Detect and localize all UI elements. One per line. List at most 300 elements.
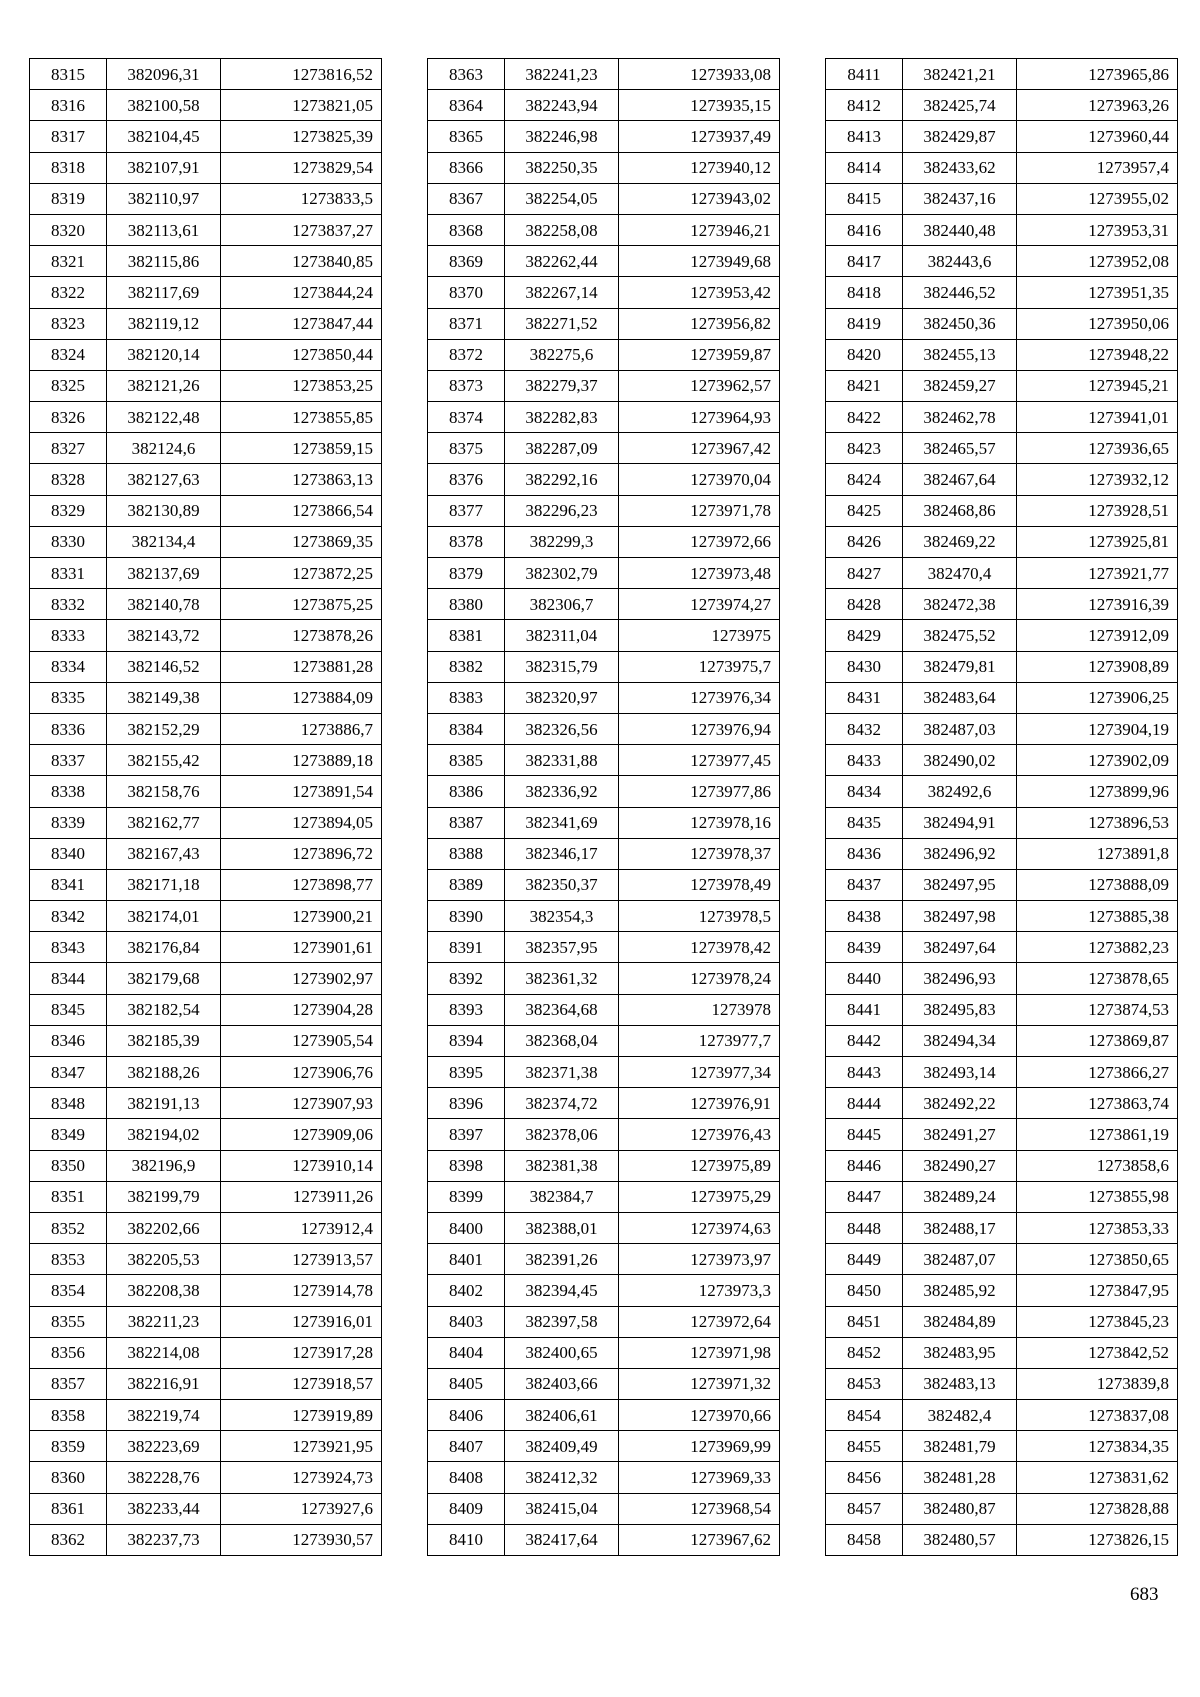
y-coordinate-cell: 1273859,15 [221,433,382,464]
table-row [428,339,780,370]
point-number-cell: 8344 [30,963,107,994]
x-coordinate-cell: 382415,04 [505,1493,619,1524]
point-number-cell: 8397 [428,1119,505,1150]
point-number-cell: 8400 [428,1212,505,1243]
y-coordinate-cell: 1273904,19 [1017,713,1178,744]
y-coordinate-cell: 1273850,65 [1017,1244,1178,1275]
x-coordinate-cell: 382146,52 [107,651,221,682]
x-coordinate-cell: 382364,68 [505,994,619,1025]
point-number-cell: 8456 [826,1462,903,1493]
point-number-cell: 8391 [428,932,505,963]
point-number-cell: 8412 [826,90,903,121]
x-coordinate-cell: 382429,87 [903,121,1017,152]
y-coordinate-cell: 1273973,97 [619,1244,780,1275]
x-coordinate-cell: 382487,03 [903,713,1017,744]
y-coordinate-cell: 1273844,24 [221,277,382,308]
y-coordinate-cell: 1273833,5 [221,183,382,214]
y-coordinate-cell: 1273834,35 [1017,1431,1178,1462]
point-number-cell: 8423 [826,433,903,464]
x-coordinate-cell: 382149,38 [107,682,221,713]
x-coordinate-cell: 382104,45 [107,121,221,152]
y-coordinate-cell: 1273965,86 [1017,59,1178,90]
y-coordinate-cell: 1273837,27 [221,214,382,245]
point-number-cell: 8390 [428,901,505,932]
table-row [826,277,1178,308]
x-coordinate-cell: 382368,04 [505,1025,619,1056]
table-row [428,246,780,277]
y-coordinate-cell: 1273948,22 [1017,339,1178,370]
point-number-cell: 8422 [826,402,903,433]
y-coordinate-cell: 1273863,74 [1017,1088,1178,1119]
table-row [826,1462,1178,1493]
table-row [428,776,780,807]
table-row [30,932,382,963]
x-coordinate-cell: 382475,52 [903,620,1017,651]
x-coordinate-cell: 382205,53 [107,1244,221,1275]
y-coordinate-cell: 1273962,57 [619,370,780,401]
table-row [826,90,1178,121]
x-coordinate-cell: 382354,3 [505,901,619,932]
point-number-cell: 8352 [30,1212,107,1243]
point-number-cell: 8444 [826,1088,903,1119]
x-coordinate-cell: 382403,66 [505,1368,619,1399]
table-row [30,1025,382,1056]
y-coordinate-cell: 1273940,12 [619,152,780,183]
x-coordinate-cell: 382216,91 [107,1368,221,1399]
y-coordinate-cell: 1273976,34 [619,682,780,713]
y-coordinate-cell: 1273953,42 [619,277,780,308]
y-coordinate-cell: 1273930,57 [221,1524,382,1555]
table-row [428,713,780,744]
x-coordinate-cell: 382417,64 [505,1524,619,1555]
table-row [428,495,780,526]
x-coordinate-cell: 382481,79 [903,1431,1017,1462]
table-row [428,59,780,90]
point-number-cell: 8427 [826,558,903,589]
table-row [428,1181,780,1212]
table-row [428,1462,780,1493]
table-row [428,152,780,183]
point-number-cell: 8405 [428,1368,505,1399]
x-coordinate-cell: 382490,27 [903,1150,1017,1181]
x-coordinate-cell: 382421,21 [903,59,1017,90]
y-coordinate-cell: 1273973,48 [619,558,780,589]
point-number-cell: 8387 [428,807,505,838]
table-row [826,464,1178,495]
table-row [428,308,780,339]
y-coordinate-cell: 1273878,26 [221,620,382,651]
x-coordinate-cell: 382299,3 [505,526,619,557]
point-number-cell: 8396 [428,1088,505,1119]
table-row [30,589,382,620]
y-coordinate-cell: 1273921,77 [1017,558,1178,589]
x-coordinate-cell: 382412,32 [505,1462,619,1493]
table-row [826,1119,1178,1150]
table-row [428,526,780,557]
y-coordinate-cell: 1273912,4 [221,1212,382,1243]
y-coordinate-cell: 1273853,25 [221,370,382,401]
table-row [428,370,780,401]
x-coordinate-cell: 382388,01 [505,1212,619,1243]
x-coordinate-cell: 382271,52 [505,308,619,339]
y-coordinate-cell: 1273894,05 [221,807,382,838]
y-coordinate-cell: 1273888,09 [1017,869,1178,900]
y-coordinate-cell: 1273881,28 [221,651,382,682]
x-coordinate-cell: 382497,64 [903,932,1017,963]
y-coordinate-cell: 1273874,53 [1017,994,1178,1025]
point-number-cell: 8424 [826,464,903,495]
x-coordinate-cell: 382492,22 [903,1088,1017,1119]
point-number-cell: 8434 [826,776,903,807]
point-number-cell: 8425 [826,495,903,526]
point-number-cell: 8452 [826,1337,903,1368]
point-number-cell: 8341 [30,869,107,900]
point-number-cell: 8356 [30,1337,107,1368]
table-row [30,1212,382,1243]
table-row [826,402,1178,433]
table-row [30,869,382,900]
y-coordinate-cell: 1273907,93 [221,1088,382,1119]
point-number-cell: 8431 [826,682,903,713]
table-row [428,745,780,776]
y-coordinate-cell: 1273875,25 [221,589,382,620]
point-number-cell: 8361 [30,1493,107,1524]
y-coordinate-cell: 1273886,7 [221,713,382,744]
point-number-cell: 8331 [30,558,107,589]
point-number-cell: 8446 [826,1150,903,1181]
point-number-cell: 8377 [428,495,505,526]
table-row [30,1306,382,1337]
table-row [826,433,1178,464]
x-coordinate-cell: 382296,23 [505,495,619,526]
x-coordinate-cell: 382292,16 [505,464,619,495]
y-coordinate-cell: 1273974,27 [619,589,780,620]
point-number-cell: 8436 [826,838,903,869]
table-row [826,1181,1178,1212]
x-coordinate-cell: 382361,32 [505,963,619,994]
point-number-cell: 8366 [428,152,505,183]
y-coordinate-cell: 1273932,12 [1017,464,1178,495]
table-row [826,1275,1178,1306]
table-row [30,1275,382,1306]
table-row [826,745,1178,776]
point-number-cell: 8371 [428,308,505,339]
x-coordinate-cell: 382258,08 [505,214,619,245]
table-row [826,152,1178,183]
y-coordinate-cell: 1273889,18 [221,745,382,776]
x-coordinate-cell: 382122,48 [107,402,221,433]
table-row [428,1119,780,1150]
y-coordinate-cell: 1273908,89 [1017,651,1178,682]
table-row [428,1088,780,1119]
table-row [428,1212,780,1243]
table-row [30,1462,382,1493]
table-row [428,838,780,869]
x-coordinate-cell: 382233,44 [107,1493,221,1524]
table-row [826,526,1178,557]
y-coordinate-cell: 1273924,73 [221,1462,382,1493]
point-number-cell: 8403 [428,1306,505,1337]
x-coordinate-cell: 382185,39 [107,1025,221,1056]
y-coordinate-cell: 1273913,57 [221,1244,382,1275]
point-number-cell: 8395 [428,1057,505,1088]
point-number-cell: 8402 [428,1275,505,1306]
table-row [428,869,780,900]
point-number-cell: 8362 [30,1524,107,1555]
y-coordinate-cell: 1273977,7 [619,1025,780,1056]
y-coordinate-cell: 1273825,39 [221,121,382,152]
point-number-cell: 8411 [826,59,903,90]
x-coordinate-cell: 382455,13 [903,339,1017,370]
x-coordinate-cell: 382137,69 [107,558,221,589]
y-coordinate-cell: 1273956,82 [619,308,780,339]
x-coordinate-cell: 382127,63 [107,464,221,495]
x-coordinate-cell: 382162,77 [107,807,221,838]
table-row [826,963,1178,994]
point-number-cell: 8428 [826,589,903,620]
x-coordinate-cell: 382459,27 [903,370,1017,401]
point-number-cell: 8416 [826,214,903,245]
point-number-cell: 8336 [30,713,107,744]
table-row [826,1493,1178,1524]
x-coordinate-cell: 382143,72 [107,620,221,651]
point-number-cell: 8317 [30,121,107,152]
point-number-cell: 8365 [428,121,505,152]
y-coordinate-cell: 1273855,98 [1017,1181,1178,1212]
x-coordinate-cell: 382315,79 [505,651,619,682]
x-coordinate-cell: 382120,14 [107,339,221,370]
x-coordinate-cell: 382497,95 [903,869,1017,900]
y-coordinate-cell: 1273978,16 [619,807,780,838]
y-coordinate-cell: 1273952,08 [1017,246,1178,277]
y-coordinate-cell: 1273902,97 [221,963,382,994]
table-row [826,713,1178,744]
y-coordinate-cell: 1273978,49 [619,869,780,900]
point-number-cell: 8438 [826,901,903,932]
point-number-cell: 8374 [428,402,505,433]
y-coordinate-cell: 1273884,09 [221,682,382,713]
point-number-cell: 8420 [826,339,903,370]
table-row [30,838,382,869]
y-coordinate-cell: 1273975,29 [619,1181,780,1212]
y-coordinate-cell: 1273891,8 [1017,838,1178,869]
table-row [30,651,382,682]
x-coordinate-cell: 382194,02 [107,1119,221,1150]
point-number-cell: 8355 [30,1306,107,1337]
table-row [826,495,1178,526]
point-number-cell: 8388 [428,838,505,869]
y-coordinate-cell: 1273957,4 [1017,152,1178,183]
table-row [30,1524,382,1555]
x-coordinate-cell: 382487,07 [903,1244,1017,1275]
table-row [30,1368,382,1399]
point-number-cell: 8350 [30,1150,107,1181]
table-row [428,620,780,651]
x-coordinate-cell: 382496,93 [903,963,1017,994]
x-coordinate-cell: 382171,18 [107,869,221,900]
table-row [428,1244,780,1275]
x-coordinate-cell: 382467,64 [903,464,1017,495]
table-row [30,1337,382,1368]
y-coordinate-cell: 1273855,85 [221,402,382,433]
point-number-cell: 8432 [826,713,903,744]
x-coordinate-cell: 382440,48 [903,214,1017,245]
x-coordinate-cell: 382450,36 [903,308,1017,339]
y-coordinate-cell: 1273955,02 [1017,183,1178,214]
point-number-cell: 8457 [826,1493,903,1524]
table-row [428,901,780,932]
x-coordinate-cell: 382341,69 [505,807,619,838]
x-coordinate-cell: 382469,22 [903,526,1017,557]
point-number-cell: 8439 [826,932,903,963]
y-coordinate-cell: 1273976,94 [619,713,780,744]
table-row [428,433,780,464]
table-row [826,776,1178,807]
y-coordinate-cell: 1273978,42 [619,932,780,963]
point-number-cell: 8413 [826,121,903,152]
table-row [826,59,1178,90]
y-coordinate-cell: 1273858,6 [1017,1150,1178,1181]
point-number-cell: 8404 [428,1337,505,1368]
point-number-cell: 8315 [30,59,107,90]
y-coordinate-cell: 1273976,43 [619,1119,780,1150]
point-number-cell: 8386 [428,776,505,807]
table-row [428,1493,780,1524]
x-coordinate-cell: 382494,34 [903,1025,1017,1056]
y-coordinate-cell: 1273972,66 [619,526,780,557]
x-coordinate-cell: 382490,02 [903,745,1017,776]
x-coordinate-cell: 382326,56 [505,713,619,744]
y-coordinate-cell: 1273963,26 [1017,90,1178,121]
x-coordinate-cell: 382223,69 [107,1431,221,1462]
x-coordinate-cell: 382196,9 [107,1150,221,1181]
point-number-cell: 8369 [428,246,505,277]
x-coordinate-cell: 382174,01 [107,901,221,932]
table-row [428,1524,780,1555]
point-number-cell: 8326 [30,402,107,433]
y-coordinate-cell: 1273977,45 [619,745,780,776]
table-row [826,246,1178,277]
x-coordinate-cell: 382336,92 [505,776,619,807]
y-coordinate-cell: 1273933,08 [619,59,780,90]
y-coordinate-cell: 1273882,23 [1017,932,1178,963]
y-coordinate-cell: 1273842,52 [1017,1337,1178,1368]
x-coordinate-cell: 382433,62 [903,152,1017,183]
x-coordinate-cell: 382468,86 [903,495,1017,526]
table-row [30,433,382,464]
y-coordinate-cell: 1273937,49 [619,121,780,152]
y-coordinate-cell: 1273946,21 [619,214,780,245]
y-coordinate-cell: 1273840,85 [221,246,382,277]
table-row [826,1025,1178,1056]
x-coordinate-cell: 382491,27 [903,1119,1017,1150]
y-coordinate-cell: 1273950,06 [1017,308,1178,339]
point-number-cell: 8357 [30,1368,107,1399]
y-coordinate-cell: 1273977,34 [619,1057,780,1088]
x-coordinate-cell: 382496,92 [903,838,1017,869]
table-row [826,339,1178,370]
point-number-cell: 8318 [30,152,107,183]
point-number-cell: 8370 [428,277,505,308]
table-row [30,1431,382,1462]
point-number-cell: 8373 [428,370,505,401]
point-number-cell: 8359 [30,1431,107,1462]
x-coordinate-cell: 382117,69 [107,277,221,308]
y-coordinate-cell: 1273951,35 [1017,277,1178,308]
table-row [30,59,382,90]
table-row [428,963,780,994]
x-coordinate-cell: 382228,76 [107,1462,221,1493]
table-row [428,807,780,838]
table-row [826,620,1178,651]
y-coordinate-cell: 1273821,05 [221,90,382,121]
table-row [826,1244,1178,1275]
y-coordinate-cell: 1273978,24 [619,963,780,994]
x-coordinate-cell: 382275,6 [505,339,619,370]
table-row [826,1368,1178,1399]
point-number-cell: 8394 [428,1025,505,1056]
x-coordinate-cell: 382107,91 [107,152,221,183]
point-number-cell: 8321 [30,246,107,277]
table-row [826,183,1178,214]
point-number-cell: 8443 [826,1057,903,1088]
point-number-cell: 8430 [826,651,903,682]
x-coordinate-cell: 382397,58 [505,1306,619,1337]
table-row [30,901,382,932]
x-coordinate-cell: 382488,17 [903,1212,1017,1243]
x-coordinate-cell: 382346,17 [505,838,619,869]
x-coordinate-cell: 382287,09 [505,433,619,464]
y-coordinate-cell: 1273967,42 [619,433,780,464]
point-number-cell: 8363 [428,59,505,90]
y-coordinate-cell: 1273866,54 [221,495,382,526]
y-coordinate-cell: 1273969,33 [619,1462,780,1493]
y-coordinate-cell: 1273904,28 [221,994,382,1025]
y-coordinate-cell: 1273847,95 [1017,1275,1178,1306]
table-row [826,1400,1178,1431]
point-number-cell: 8333 [30,620,107,651]
table-row [428,1400,780,1431]
y-coordinate-cell: 1273866,27 [1017,1057,1178,1088]
table-row [30,121,382,152]
table-row [428,90,780,121]
y-coordinate-cell: 1273826,15 [1017,1524,1178,1555]
x-coordinate-cell: 382480,87 [903,1493,1017,1524]
y-coordinate-cell: 1273916,01 [221,1306,382,1337]
page-number: 683 [1130,1584,1159,1605]
point-number-cell: 8381 [428,620,505,651]
point-number-cell: 8408 [428,1462,505,1493]
table-row [826,932,1178,963]
x-coordinate-cell: 382202,66 [107,1212,221,1243]
table-row [30,713,382,744]
point-number-cell: 8455 [826,1431,903,1462]
table-row [428,1368,780,1399]
y-coordinate-cell: 1273919,89 [221,1400,382,1431]
table-row [428,1025,780,1056]
table-row [826,214,1178,245]
x-coordinate-cell: 382495,83 [903,994,1017,1025]
x-coordinate-cell: 382130,89 [107,495,221,526]
point-number-cell: 8441 [826,994,903,1025]
table-row [826,651,1178,682]
y-coordinate-cell: 1273949,68 [619,246,780,277]
y-coordinate-cell: 1273969,99 [619,1431,780,1462]
x-coordinate-cell: 382158,76 [107,776,221,807]
y-coordinate-cell: 1273943,02 [619,183,780,214]
table-row [30,526,382,557]
table-row [30,807,382,838]
